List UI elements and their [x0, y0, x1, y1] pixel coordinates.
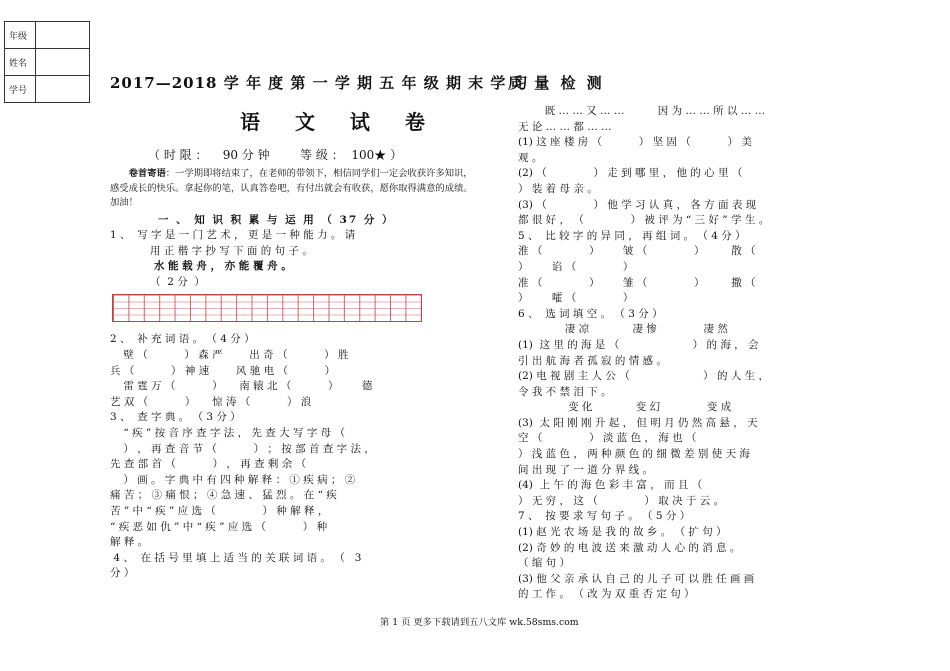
- question-line: ） 嚯 （ ）: [518, 292, 634, 305]
- question-line: 3 、 查 字 典 。 （ 3 分 ）: [110, 411, 241, 424]
- question-line: 兵 （ ） 神 速 风 驰 电 （ ）: [110, 364, 336, 377]
- info-label: 姓名: [5, 49, 36, 76]
- name-field[interactable]: [36, 49, 90, 76]
- question-line: (1) 赵 光 农 场 是 我 的 故 乡 。 （ 扩 句 ）: [518, 526, 727, 539]
- question-line: 4 、 在 括 号 里 填 上 适 当 的 关 联 词 语 。 （ 3: [110, 551, 362, 564]
- question-line: 引 出 航 海 者 孤 寂 的 情 感 。: [518, 354, 667, 367]
- question-line: (4) 上 午 的 海 色 彩 丰 富 ， 而 且 （: [518, 479, 703, 492]
- question-line: 令 我 不 禁 泪 下 。: [518, 385, 612, 398]
- question-line: 无 论 … … 都 … …: [518, 120, 612, 133]
- question-line: ） ， 再 查 音 节 （ ） ； 按 部 首 查 字 法 ，: [110, 442, 375, 455]
- question-line: ） 装 着 母 亲 。: [518, 182, 598, 195]
- preface-label: 卷首寄语: [128, 168, 166, 179]
- page-footer: 第 1 页 更多下载请到五八文库 wk.58sms.com: [380, 617, 579, 628]
- grade-field[interactable]: [36, 22, 90, 49]
- question-line: 用 正 楷 字 抄 写 下 面 的 句 子 。: [110, 244, 313, 257]
- student-info-table: [4, 21, 90, 103]
- question-line: 痛 苦 ； ③ 痛 恨 ； ④ 急 速 、 猛 烈 。 在 “ 疾: [110, 489, 337, 502]
- question-line: (3) 他 父 亲 承 认 自 己 的 儿 子 可 以 胜 任 画 画: [518, 572, 755, 585]
- question-line: (2) 电 视 剧 主 人 公 （ ） 的 人 生 ，: [518, 370, 770, 383]
- question-line: 雷 霆 万 （ ） 南 辕 北 （ ） 德: [110, 380, 373, 393]
- question-line: 既 … … 又 … … 因 为 … … 所 以 … …: [518, 105, 766, 117]
- question-line: ） 无 穷 ， 这 （ ） 取 决 于 云 。: [518, 494, 725, 507]
- question-line: (2) 奇 妙 的 电 波 送 来 激 动 人 心 的 消 息 。: [518, 541, 741, 554]
- question-line: 空 （ ） 淡 蓝 色 ， 海 也 （: [518, 432, 697, 445]
- paper-subtitle: 语 文 试 卷: [240, 110, 439, 134]
- question-line: 1 、 写 字 是 一 门 艺 术 ， 更 是 一 种 能 力 。 请: [110, 229, 356, 242]
- question-line: 的 工 作 。 （ 改 为 双 重 否 定 句 ）: [518, 588, 695, 601]
- question-line: 6 、 选 词 填 空 。 （ 3 分 ）: [518, 307, 663, 320]
- question-line: (3) 太 阳 刚 刚 升 起 ， 但 明 月 仍 然 高 悬 ， 天: [518, 416, 758, 429]
- question-line: (3) （ ） 他 学 习 认 真 ， 各 方 面 表 现: [518, 198, 757, 211]
- exam-title-suffix: 质 量 检 测: [508, 74, 605, 92]
- left-column: [110, 162, 475, 582]
- info-label: 学号: [5, 76, 36, 103]
- question-line: 淮 （ ） 皱 （ ） 散 （: [518, 245, 756, 258]
- question-line: 准 （ ） 雏 （ ） 撒 （: [518, 276, 756, 289]
- question-line: 分 ）: [110, 567, 135, 580]
- question-line: 都 很 好 ， （ ） 被 评 为 “ 三 好 ” 学 生 。: [518, 214, 770, 227]
- question-line: (1) 这 里 的 海 是 （ ） 的 海 ， 会: [518, 338, 759, 351]
- preface: [110, 167, 475, 211]
- question-line: “ 疾 ” 按 音 序 查 字 法 ， 先 查 大 写 字 母 （: [110, 427, 345, 440]
- copy-sentence: 水 能 载 舟 ， 亦 能 覆 舟 。: [110, 260, 292, 273]
- question-line: ） 浅 蓝 色 ， 两 种 颜 色 的 细 微 差 别 使 天 海: [518, 448, 750, 461]
- info-row-student-id: [5, 76, 90, 103]
- right-column: [518, 104, 863, 603]
- question-line: 凄 凉 凄 惨 凄 然: [518, 323, 728, 336]
- preface-text: ：一学期即将结束了，在老师的带领下，相信同学们一定会收获许多知识，感受成长的快乐。拿起你的笔，认真答卷吧，有付出就会有收获，愿你取得满意的成绩。加油！: [110, 168, 473, 208]
- question-line: 艺 双 （ ） 惊 涛 （ ） 浪: [110, 395, 312, 408]
- question-line: 苦 ” 中 “ 疾 ” 应 选 （ ） 种 解 释 ，: [110, 505, 329, 517]
- section-heading: 一 、 知 识 积 累 与 运 用 （ 37 分 ）: [158, 213, 395, 226]
- info-label: 年级: [5, 22, 36, 49]
- question-line: (1) 这 座 楼 房 （ ） 坚 固 （ ） 美: [518, 136, 752, 149]
- question-line: ） 画 。 字 典 中 有 四 种 解 释 ： ① 疾 病 ； ②: [110, 473, 356, 486]
- exam-title: 2017—2018 学 年 度 第 一 学 期 五 年 级 期 末 学 习: [110, 74, 529, 92]
- question-line: 壁 （ ） 森 严 出 奇 （ ） 胜: [110, 349, 349, 362]
- question-line: 2 、 补 充 词 语 。 （ 4 分 ）: [110, 333, 255, 346]
- question-line: “ 疾 恶 如 仇 ” 中 “ 疾 ” 应 选 （ ） 种: [110, 520, 328, 533]
- question-line: ） 谄 （ ）: [518, 260, 634, 273]
- question-line: （ 缩 句 ）: [518, 557, 571, 570]
- student-id-field[interactable]: [36, 76, 90, 103]
- info-row-name: [5, 49, 90, 76]
- question-line: 7 、 按 要 求 写 句 子 。 （ 5 分 ）: [518, 510, 691, 523]
- handwriting-grid[interactable]: [112, 294, 422, 322]
- question-line: 先 查 部 首 （ ） ， 再 查 剩 余 （: [110, 458, 307, 471]
- question-line: 变 化 变 幻 变 成: [518, 401, 732, 414]
- question-line: 观 。: [518, 151, 543, 164]
- question-line: 间 出 现 了 一 道 分 界 线 。: [518, 463, 654, 476]
- info-row-grade: [5, 22, 90, 49]
- question-line: 解 释 。: [110, 536, 149, 549]
- question-line: (2) （ ） 走 到 哪 里 ， 他 的 心 里 （: [518, 167, 743, 180]
- time-and-score: （ 时 限 ： 90 分 钟 等 级 ： 100★ ）: [148, 148, 403, 162]
- question-line: 5 、 比 较 字 的 异 同 ， 再 组 词 。 （ 4 分 ）: [518, 229, 746, 242]
- question-line: （ 2 分 ）: [110, 275, 205, 288]
